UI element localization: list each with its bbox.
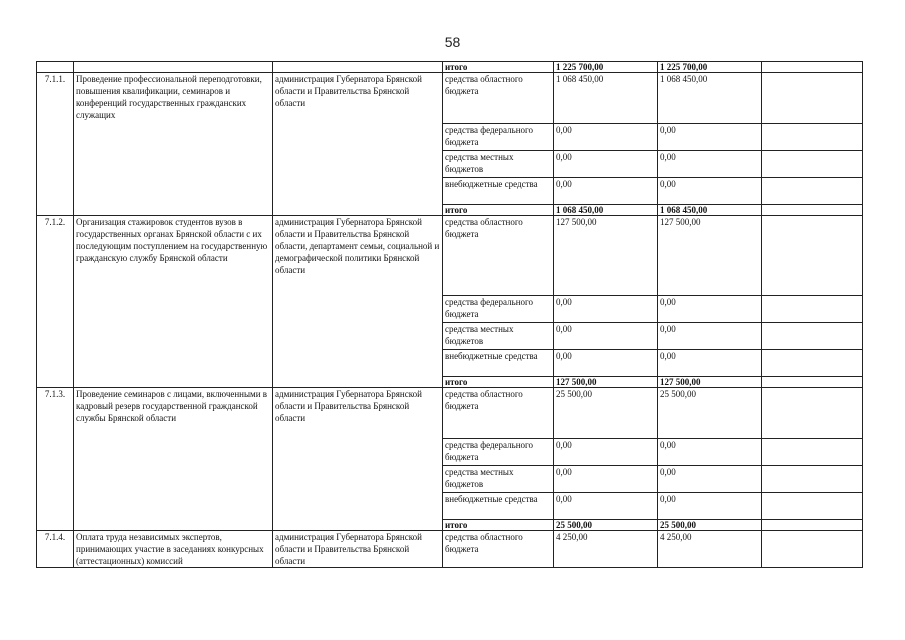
table-row-top-total [37,62,863,73]
item-name: Проведение профессиональной переподготовки, повышения квалификации, семинаров и конференций государственных гражданских служащих [74,73,273,216]
amount-1: 0,00 [554,493,658,520]
item-number: 7.1.2. [37,216,74,388]
amount-2: 127 500,00 [658,216,762,296]
item-name: Организация стажировок студентов вузов в государственных органах Брянской области с их последующим поступлением на государственную гражданскую службу Брянской области [74,216,273,388]
amount-2: 0,00 [658,350,762,377]
funding-source: внебюджетные средства [443,493,554,520]
amount-1: 0,00 [554,439,658,466]
amount-1: 0,00 [554,466,658,493]
funding-source: средства федерального бюджета [443,124,554,151]
funding-source: средства областного бюджета [443,531,554,568]
item-executor: администрация Губернатора Брянской области и Правительства Брянской области, департамент семьи, социальной и демографической политики Брянской области [273,216,443,388]
item-executor: администрация Губернатора Брянской области и Правительства Брянской области [273,388,443,531]
amount-2: 4 250,00 [658,531,762,568]
cell-empty [762,205,863,216]
amount-2: 0,00 [658,296,762,323]
item-name: Оплата труда независимых экспертов, принимающих участие в заседаниях конкурсных (аттестационных) комиссий [74,531,273,568]
cell-empty [762,323,863,350]
amount-2: 1 068 450,00 [658,205,762,216]
amount-1: 4 250,00 [554,531,658,568]
page-number: 58 [444,34,461,50]
funding-source: итого [443,520,554,531]
funding-source: средства местных бюджетов [443,466,554,493]
funding-source: средства местных бюджетов [443,323,554,350]
budget-table [36,61,863,568]
total-label: итого [443,62,554,73]
table-row [37,388,863,439]
amount-1: 0,00 [554,151,658,178]
item-name: Проведение семинаров с лицами, включенными в кадровый резерв государственной гражданской службы Брянской области [74,388,273,531]
cell-empty [762,350,863,377]
item-number: 7.1.4. [37,531,74,568]
funding-source: средства областного бюджета [443,388,554,439]
table-body [37,62,863,568]
amount-1: 127 500,00 [554,216,658,296]
funding-source: средства местных бюджетов [443,151,554,178]
amount-2: 0,00 [658,124,762,151]
amount-2: 0,00 [658,178,762,205]
total-value-2: 1 225 700,00 [658,62,762,73]
cell-empty [74,62,273,73]
amount-2: 0,00 [658,151,762,178]
cell-empty [762,62,863,73]
amount-1: 1 068 450,00 [554,73,658,124]
table-row [37,216,863,296]
amount-1: 1 068 450,00 [554,205,658,216]
item-executor: администрация Губернатора Брянской области и Правительства Брянской области [273,73,443,216]
cell-empty [762,520,863,531]
funding-source: средства федерального бюджета [443,439,554,466]
cell-empty [762,377,863,388]
funding-source: итого [443,377,554,388]
amount-1: 0,00 [554,350,658,377]
cell-empty [762,216,863,296]
cell-empty [762,296,863,323]
amount-2: 0,00 [658,439,762,466]
cell-empty [37,62,74,73]
funding-source: итого [443,205,554,216]
amount-2: 25 500,00 [658,388,762,439]
amount-2: 0,00 [658,323,762,350]
amount-2: 25 500,00 [658,520,762,531]
amount-1: 25 500,00 [554,388,658,439]
amount-1: 0,00 [554,323,658,350]
cell-empty [762,439,863,466]
funding-source: средства федерального бюджета [443,296,554,323]
amount-2: 0,00 [658,466,762,493]
amount-1: 0,00 [554,178,658,205]
cell-empty [762,466,863,493]
funding-source: внебюджетные средства [443,178,554,205]
amount-1: 0,00 [554,124,658,151]
cell-empty [273,62,443,73]
cell-empty [762,151,863,178]
cell-empty [762,124,863,151]
cell-empty [762,531,863,568]
amount-1: 127 500,00 [554,377,658,388]
cell-empty [762,178,863,205]
table-row [37,73,863,124]
amount-2: 0,00 [658,493,762,520]
item-number: 7.1.3. [37,388,74,531]
table-row [37,531,863,568]
cell-empty [762,388,863,439]
cell-empty [762,493,863,520]
funding-source: внебюджетные средства [443,350,554,377]
funding-source: средства областного бюджета [443,73,554,124]
amount-2: 127 500,00 [658,377,762,388]
amount-1: 25 500,00 [554,520,658,531]
amount-1: 0,00 [554,296,658,323]
amount-2: 1 068 450,00 [658,73,762,124]
cell-empty [762,73,863,124]
item-executor: администрация Губернатора Брянской области и Правительства Брянской области [273,531,443,568]
funding-source: средства областного бюджета [443,216,554,296]
total-value-1: 1 225 700,00 [554,62,658,73]
item-number: 7.1.1. [37,73,74,216]
